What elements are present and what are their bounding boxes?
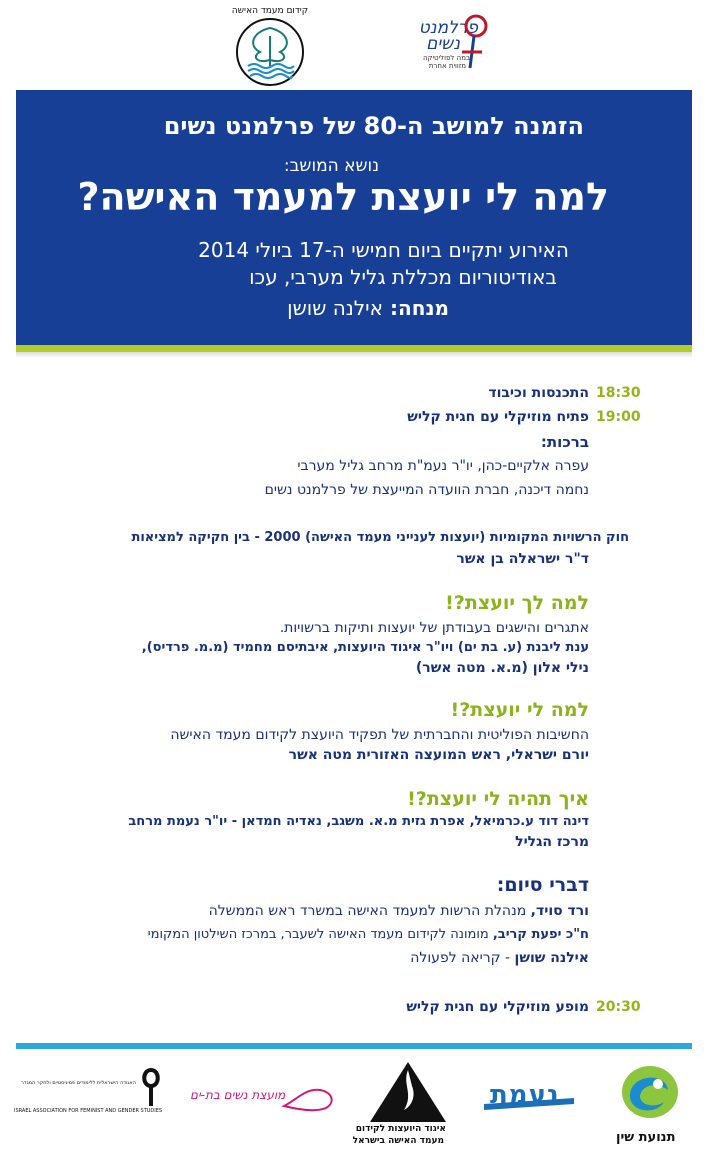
time-1900: 19:00 — [596, 409, 641, 425]
parliament-logo-tag1: במה לפוליטיקה — [422, 54, 470, 62]
closing-speaker-1-name: ורד סויד, — [530, 903, 589, 919]
closing-title: דברי סיום: — [496, 874, 589, 896]
parliament-logo-tag2: מזווית אחרת — [428, 62, 466, 70]
closing-speaker-2 — [148, 927, 589, 942]
bat-yam-label: מועצת נשים בת-ים — [190, 1088, 286, 1102]
hand-icon — [280, 1080, 340, 1116]
igud-logo — [352, 1060, 448, 1150]
igud-triangle-icon — [368, 1060, 448, 1124]
greetings-label: ברכות: — [540, 433, 589, 451]
parliament-logo-line2: נשים — [426, 34, 460, 54]
section-3-speakers: דינה דוד ע.כרמיאל, אפרת גזית מ.א. משגב, נאדיה חמדאן - יו"ר נעמת מרחב — [128, 814, 589, 829]
parliament-logo-line1: פרלמנט — [418, 18, 478, 38]
igud-line2: מעמד האישה בישראל — [352, 1136, 444, 1146]
section-3-speakers-cont: מרכז הגליל — [515, 834, 589, 850]
banner-event-date: האירוע יתקיים ביום חמישי ה-17 ביולי 2014 — [198, 238, 569, 262]
status-of-women-logo — [222, 6, 318, 90]
venus-symbol-icon — [460, 12, 494, 72]
association-english: ISRAEL ASSOCIATION FOR FEMINIST AND GENDER STUDIES — [14, 1108, 163, 1114]
feminist-studies-association-logo — [14, 1066, 164, 1126]
naamat-logo — [484, 1080, 574, 1120]
banner-host — [287, 296, 449, 320]
closing-speaker-3-name: אילנה שושן — [514, 950, 589, 966]
association-mark-icon — [140, 1068, 162, 1108]
footer-divider — [16, 1043, 692, 1049]
greeting-2: נחמה דיכנה, חברת הוועדה המייעצת של פרלמנט נשים — [264, 482, 589, 498]
opening-item: פתיח מוזיקלי עם חגית קליש — [407, 409, 589, 425]
women-parliament-logo — [384, 12, 494, 72]
closing-speaker-2-role: מומונה לקידום מעמד האישה לשעבר, במרכז השילטון המקומי — [147, 927, 493, 942]
arrival-item: התכנסות וכיבוד — [488, 385, 589, 401]
banner-shadow — [16, 352, 692, 358]
closing-speaker-3 — [410, 950, 589, 966]
closing-speaker-2-name: ח"כ יפעת קריב, — [492, 927, 589, 942]
tree-seal-icon — [222, 16, 318, 96]
host-label: מנחה: — [389, 296, 449, 320]
banner-invite: הזמנה למושב ה-80 של פרלמנט נשים — [163, 112, 584, 140]
greeting-1: עפרה אלקיים-כהן, יו"ר נעמ"ת מרחב גליל מערבי — [297, 458, 589, 474]
section-2-desc: החשיבות הפוליטית והחברתית של תפקיד היועצת לקידום מעמד האישה — [170, 727, 589, 743]
association-hebrew: האגודה הישראלית ללימודים פמיניסטיים ולחקר המגדר — [21, 1080, 136, 1086]
closing-speaker-3-role: - קריאה לפעולה — [410, 950, 515, 966]
banner-event-venue: באודיטוריום מכללת גליל מערבי, עכו — [249, 265, 557, 289]
host-name: אילנה שושן — [287, 296, 384, 320]
closing-speaker-1 — [209, 903, 589, 919]
closing-speaker-1-role: מנהלת הרשות למעמד האישה במשרד ראש הממשלה — [208, 903, 531, 919]
banner-title: למה לי יועצת למעמד האישה? — [77, 175, 609, 219]
law-session-speaker: ד"ר ישראלה בן אשר — [456, 551, 589, 567]
section-2-title: למה לי יועצת?! — [450, 699, 589, 721]
section-2-speaker: יורם ישראלי, ראש המועצה האזורית מטה אשר — [288, 747, 589, 763]
tnuat-shin-logo — [612, 1062, 688, 1152]
time-1830: 18:30 — [596, 385, 641, 401]
section-1-speakers: ענת ליבנת (ע. בת ים) ויו"ר איגוד היועצות, איבתיסם מחמיד (מ.מ. פרדיס), — [141, 640, 589, 655]
shin-swirl-icon — [612, 1062, 688, 1128]
banner-accent-stripe — [16, 345, 692, 352]
time-2030: 20:30 — [596, 999, 641, 1015]
section-3-title: איך תהיה לי יועצת?! — [407, 788, 589, 810]
section-1-desc: אתגרים והישגים בעבודתן של יועצות ותיקות ברשויות. — [279, 620, 589, 636]
section-1-title: למה לך יועצת?! — [445, 592, 589, 614]
igud-line1: איגוד היועצות לקידום — [355, 1124, 446, 1134]
closing-music-item: מופע מוזיקלי עם חגית קליש — [406, 999, 589, 1015]
naamat-label: נעמת — [490, 1080, 560, 1110]
bat-yam-council-logo — [190, 1080, 340, 1120]
banner-topic-label: נושא המושב: — [283, 156, 379, 176]
shin-label: תנועת שין — [616, 1130, 676, 1145]
law-session-title: חוק הרשויות המקומיות (יועצות לענייני מעמד האישה) 2000 - בין חקיקה למציאות — [131, 530, 629, 545]
status-logo-text: קידום מעמד האישה — [231, 6, 309, 16]
section-1-speakers-cont: נילי אלון (מ.א. מטה אשר) — [415, 660, 589, 676]
